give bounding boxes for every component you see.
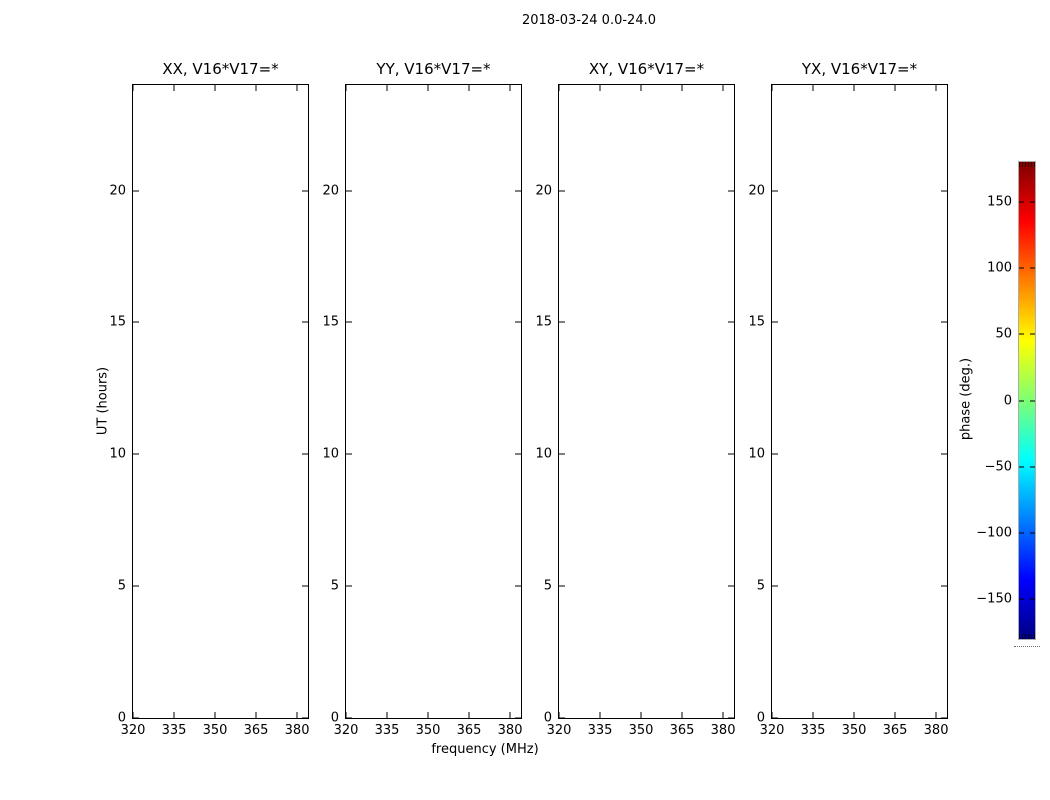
tick-mark	[297, 85, 298, 91]
y-tick-label: 20	[748, 183, 765, 198]
cbar-tick-label: 150	[987, 194, 1012, 210]
tick-mark	[215, 712, 216, 718]
tick-mark	[1030, 201, 1035, 202]
tick-mark	[1030, 533, 1035, 534]
tick-mark	[510, 85, 511, 91]
x-tick-label: 365	[669, 723, 695, 738]
subplot-yy	[322, 60, 523, 738]
y-tick-label: 15	[109, 314, 126, 330]
tick-mark	[813, 85, 814, 91]
tick-mark	[256, 85, 257, 91]
cbar-tick-label: 50	[995, 326, 1012, 342]
subplot-yx	[748, 60, 949, 738]
x-axis-label: frequency (MHz)	[431, 742, 539, 757]
tick-mark	[215, 85, 216, 91]
tick-mark	[895, 712, 896, 718]
colorbar-axis	[976, 162, 1035, 639]
tick-mark	[723, 712, 724, 718]
tick-mark	[469, 85, 470, 91]
subplot-yy-xaxis	[333, 85, 523, 738]
y-tick-label: 5	[330, 578, 339, 594]
y-tick-label: 20	[322, 183, 339, 198]
tick-mark	[936, 85, 937, 91]
x-tick-label: 350	[841, 723, 867, 738]
tick-mark	[723, 85, 724, 91]
subplot-xy	[535, 60, 736, 738]
tick-mark	[469, 712, 470, 718]
cbar-tick-label: −50	[984, 459, 1012, 475]
subplot-xx-xaxis	[120, 85, 310, 738]
colorbar	[976, 161, 1036, 640]
x-tick-label: 350	[202, 723, 228, 738]
tick-mark	[1030, 400, 1035, 401]
y-tick-label: 10	[535, 446, 552, 462]
subplot-xy-title: XY, V16*V17=*	[588, 60, 705, 78]
subplot-yx-title: YX, V16*V17=*	[801, 60, 918, 78]
y-tick-label: 0	[330, 710, 339, 726]
x-tick-label: 380	[710, 723, 736, 738]
cbar-tick-label: −100	[976, 525, 1012, 541]
figure-title: 2018-03-24 0.0-24.0	[522, 13, 656, 28]
y-tick-label: 15	[748, 314, 765, 330]
x-tick-label: 350	[628, 723, 654, 738]
subplot-xx-title: XX, V16*V17=*	[162, 60, 279, 78]
colorbar-dotted-line	[1014, 646, 1040, 647]
x-tick-label: 320	[759, 723, 785, 738]
tick-mark	[1019, 268, 1024, 269]
tick-mark	[559, 712, 560, 718]
tick-mark	[854, 712, 855, 718]
tick-mark	[641, 85, 642, 91]
y-axis-label: UT (hours)	[95, 366, 111, 436]
x-tick-label: 335	[374, 723, 400, 738]
y-tick-label: 0	[756, 710, 765, 726]
tick-mark	[174, 712, 175, 718]
y-tick-label: 10	[322, 446, 339, 462]
tick-mark	[174, 85, 175, 91]
subplot-yy-title: YY, V16*V17=*	[376, 60, 491, 78]
x-tick-label: 365	[456, 723, 482, 738]
x-tick-label: 380	[497, 723, 523, 738]
tick-mark	[510, 712, 511, 718]
tick-mark	[559, 85, 560, 91]
y-tick-label: 0	[117, 710, 126, 726]
cbar-tick-label: −150	[976, 591, 1012, 607]
cbar-tick-label: 100	[987, 260, 1012, 276]
subplot-yx-xaxis	[759, 85, 949, 738]
tick-mark	[641, 712, 642, 718]
tick-mark	[682, 85, 683, 91]
tick-mark	[1030, 466, 1035, 467]
tick-mark	[936, 712, 937, 718]
x-tick-label: 335	[161, 723, 187, 738]
tick-mark	[600, 712, 601, 718]
tick-mark	[772, 85, 773, 91]
tick-mark	[1019, 400, 1024, 401]
y-tick-label: 10	[109, 446, 126, 462]
y-tick-label: 5	[756, 578, 765, 594]
cbar-tick-label: 0	[1003, 393, 1012, 408]
x-tick-label: 380	[923, 723, 949, 738]
x-tick-label: 380	[284, 723, 310, 738]
y-tick-label: 15	[322, 314, 339, 330]
tick-mark	[387, 85, 388, 91]
x-tick-label: 365	[243, 723, 269, 738]
y-tick-label: 10	[748, 446, 765, 462]
colorbar-label: phase (deg.)	[958, 357, 974, 441]
tick-mark	[772, 712, 773, 718]
y-tick-label: 0	[543, 710, 552, 726]
tick-mark	[1019, 201, 1024, 202]
tick-mark	[1019, 533, 1024, 534]
tick-mark	[813, 712, 814, 718]
tick-mark	[256, 712, 257, 718]
y-tick-label: 20	[109, 183, 126, 198]
x-tick-label: 320	[333, 723, 359, 738]
y-tick-label: 5	[117, 578, 126, 594]
tick-mark	[297, 712, 298, 718]
x-tick-label: 365	[882, 723, 908, 738]
tick-mark	[895, 85, 896, 91]
x-tick-label: 335	[800, 723, 826, 738]
subplot-xx	[109, 60, 310, 738]
tick-mark	[1019, 466, 1024, 467]
y-tick-label: 15	[535, 314, 552, 330]
tick-mark	[682, 712, 683, 718]
subplot-xy-xaxis	[546, 85, 736, 738]
tick-mark	[854, 85, 855, 91]
tick-mark	[1030, 268, 1035, 269]
tick-mark	[1030, 334, 1035, 335]
tick-mark	[346, 712, 347, 718]
x-tick-label: 335	[587, 723, 613, 738]
tick-mark	[428, 85, 429, 91]
x-tick-label: 350	[415, 723, 441, 738]
tick-mark	[133, 85, 134, 91]
tick-mark	[133, 712, 134, 718]
tick-mark	[346, 85, 347, 91]
y-tick-label: 20	[535, 183, 552, 198]
tick-mark	[600, 85, 601, 91]
tick-mark	[387, 712, 388, 718]
tick-mark	[1019, 334, 1024, 335]
x-tick-label: 320	[120, 723, 146, 738]
y-tick-label: 5	[543, 578, 552, 594]
tick-mark	[428, 712, 429, 718]
tick-mark	[1030, 599, 1035, 600]
tick-mark	[1019, 599, 1024, 600]
x-tick-label: 320	[546, 723, 572, 738]
